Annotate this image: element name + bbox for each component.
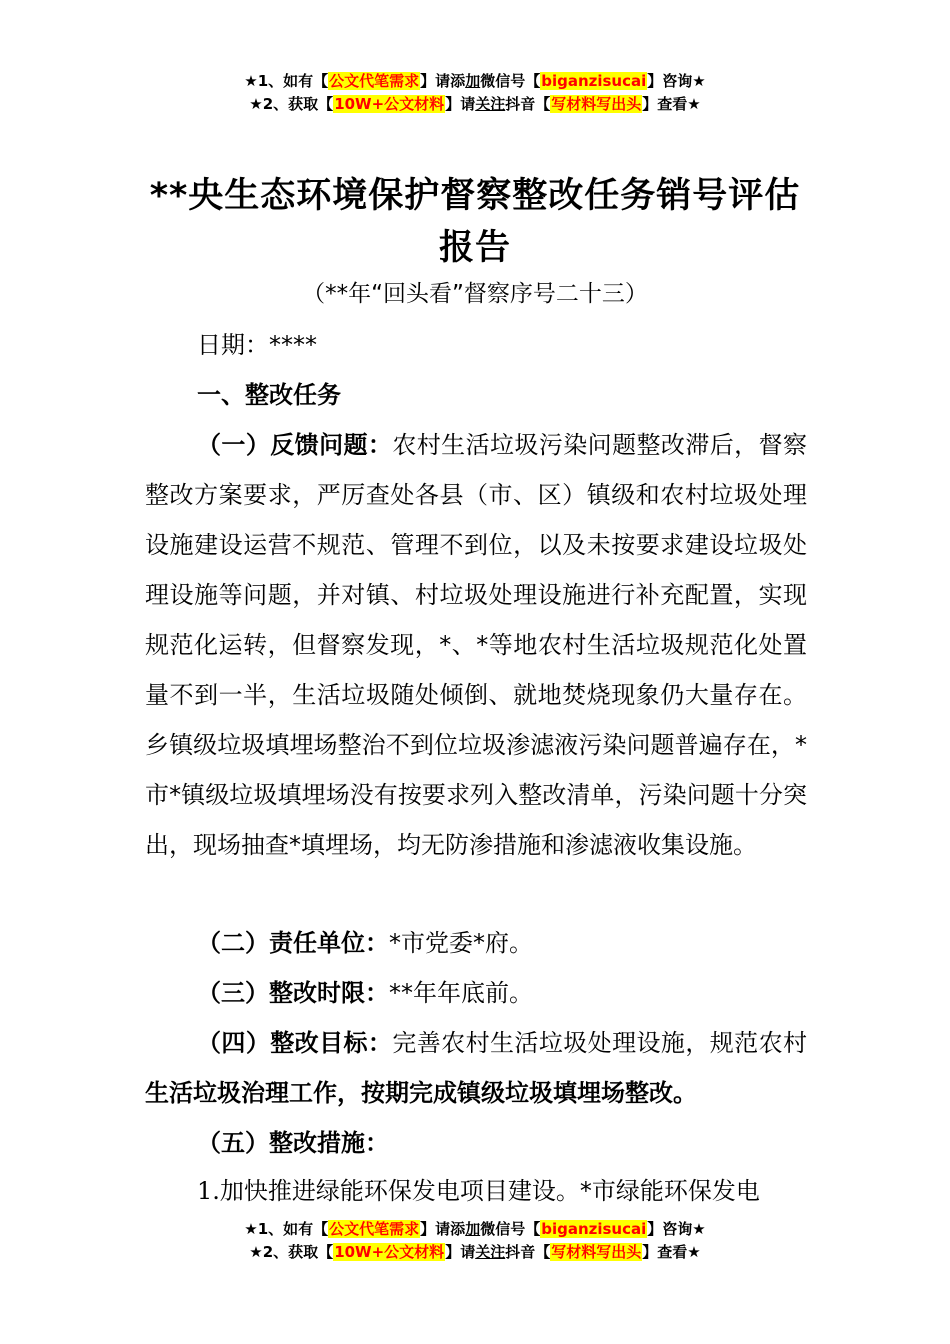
- item-responsible-unit: [145, 918, 807, 968]
- banner-text: 】咨询★: [647, 72, 706, 90]
- banner-line-2: [0, 1241, 950, 1264]
- item-target: [145, 1018, 807, 1118]
- banner-underline-text: 关注: [475, 1243, 506, 1261]
- header-banner: [0, 70, 950, 116]
- banner-highlight: biganzisucai: [541, 72, 647, 90]
- banner-line-1: [0, 1218, 950, 1241]
- item-feedback-issue: [145, 420, 807, 870]
- measure-text: 加快推进绿能环保发电项目建设。*市绿能环保发电: [219, 1177, 760, 1205]
- document-subtitle: （**年“回头看”督察序号二十三）: [302, 281, 648, 307]
- banner-underline-text: 加: [465, 1220, 481, 1238]
- banner-text: 】查看★: [642, 95, 701, 113]
- date-line: [145, 320, 807, 370]
- banner-highlight: 10W+公文材料: [334, 1243, 445, 1261]
- document-title: **央生态环境保护督察整改任务销号评估报告: [149, 176, 801, 268]
- banner-text: 抖音【: [505, 95, 551, 113]
- item-deadline: [145, 968, 807, 1018]
- banner-text: 】请添: [420, 72, 466, 90]
- item-text: 完善农村生活垃圾处理设施，规范农村: [392, 1029, 808, 1057]
- banner-text: 】请: [445, 1243, 476, 1261]
- item-label: （五）整改措施：: [197, 1129, 389, 1157]
- banner-highlight: 公文代笔需求: [329, 1220, 420, 1238]
- banner-text: 抖音【: [505, 1243, 551, 1261]
- banner-text: 微信号【: [480, 72, 541, 90]
- banner-text: ★2、获取【: [249, 95, 334, 113]
- banner-highlight: 写材料写出头: [551, 95, 642, 113]
- banner-highlight: 10W+公文材料: [334, 95, 445, 113]
- banner-text: ★1、如有【: [244, 72, 329, 90]
- banner-underline-text: 关注: [475, 95, 506, 113]
- banner-text: ★1、如有【: [244, 1220, 329, 1238]
- banner-text: 】查看★: [642, 1243, 701, 1261]
- banner-highlight: biganzisucai: [541, 1220, 647, 1238]
- item-label: （三）整改时限：: [197, 979, 389, 1007]
- banner-text: 】咨询★: [647, 1220, 706, 1238]
- item-text-bold: 生活垃圾治理工作，按期完成镇级垃圾填埋场整改。: [145, 1079, 697, 1107]
- banner-text: 】请: [445, 95, 476, 113]
- banner-highlight: 公文代笔需求: [329, 72, 420, 90]
- banner-text: 微信号【: [480, 1220, 541, 1238]
- banner-text: 】请添: [420, 1220, 466, 1238]
- item-text: 农村生活垃圾污染问题整改滞后，督察整改方案要求，严厉查处各县（市、区）镇级和农村垃圾处理设施建设运营不规范、管理不到位，以及未按要求建设垃圾处理设施等问题，并对镇、村垃圾处理设施进行补充配置，实现规范化运转，但督察发现，*、*等地农村生活垃圾规范化处置量不到一半，生活垃圾随处倾倒、就地焚烧现象仍大量存在。乡镇级垃圾填埋场整治不到位垃圾渗滤液污染问题普遍存在，*市*镇级垃圾填埋场没有按要求列入整改清单，污染问题十分突出，现场抽查*填埋场，均无防渗措施和渗滤液收集设施。: [145, 431, 808, 859]
- date-text: 日期：****: [197, 331, 317, 359]
- section-heading: [145, 370, 807, 420]
- item-text: **年年底前。: [389, 979, 533, 1007]
- item-text: *市党委*府。: [389, 929, 533, 957]
- banner-underline-text: 加: [465, 72, 481, 90]
- item-label: （一）反馈问题：: [197, 431, 393, 459]
- item-label: （四）整改目标：: [197, 1029, 393, 1057]
- footer-banner: [0, 1218, 950, 1264]
- banner-text: ★2、获取【: [249, 1243, 334, 1261]
- banner-highlight: 写材料写出头: [551, 1243, 642, 1261]
- measure-1: [145, 1166, 807, 1216]
- item-label: （二）责任单位：: [197, 929, 389, 957]
- banner-line-2: [0, 93, 950, 116]
- measure-number: 1.: [197, 1177, 220, 1205]
- section-heading-text: 一、整改任务: [197, 381, 341, 409]
- banner-line-1: [0, 70, 950, 93]
- item-measures: [145, 1118, 807, 1168]
